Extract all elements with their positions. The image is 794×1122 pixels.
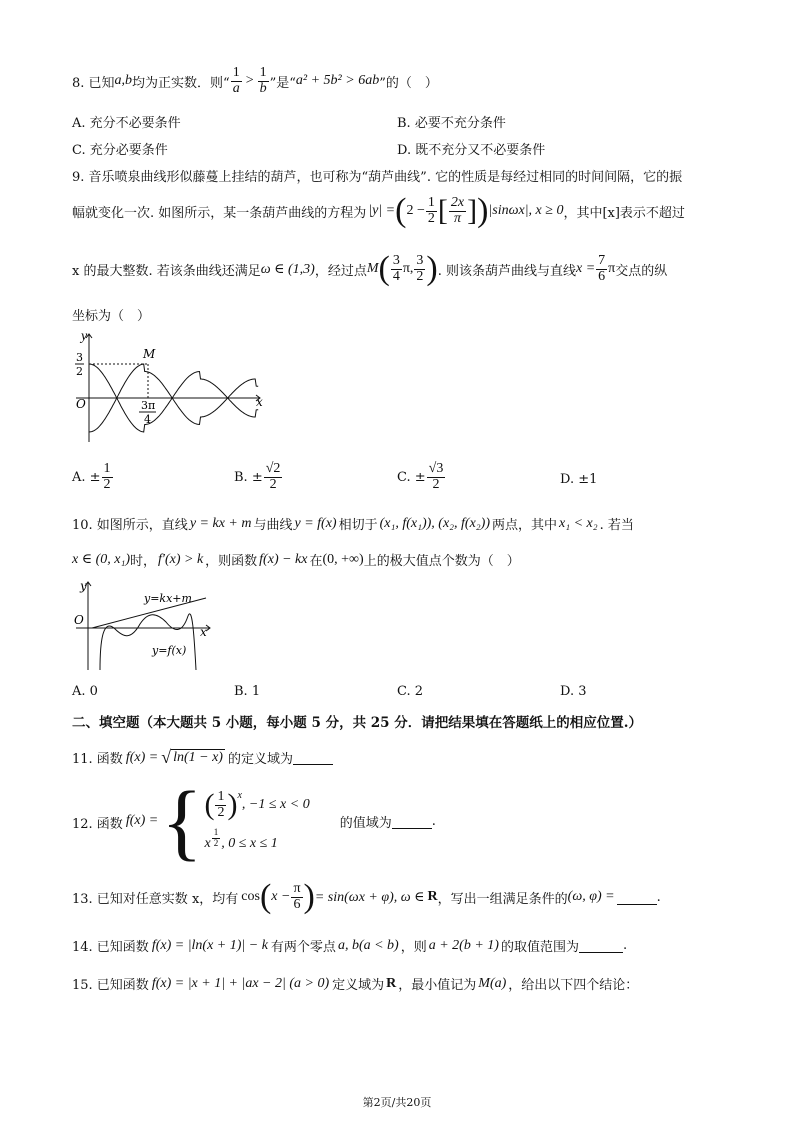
q10-option-a: A. 0 (72, 684, 98, 699)
q10-curve-eq: y = f(x) (294, 515, 337, 531)
q8-stem-pre: 8. 已知 (72, 75, 115, 91)
q9-x-label: x (256, 395, 263, 409)
q8-op: > (245, 73, 254, 89)
section2-title: 二、填空题（本大题共 5 小题，每小题 5 分，共 25 分．请把结果填在答题纸上的相应位置.） (72, 715, 642, 731)
q8-stem-end: ”的（ ） (379, 75, 438, 91)
q9-line2-post: ，其中[x]表示不超过 (563, 205, 685, 221)
q10-line1: 10. 如图所示，直线 y = kx + m 与曲线 y = f(x) 相切于 (x₁, f(x₁)), (x₂, f(x₂)) 两点，其中 x₁ < x₂ . 若当 (72, 515, 634, 533)
q11-answer-blank[interactable] (293, 750, 333, 765)
q13: 13. 已知对任意实数 x，均有 cos ( x − $\frac{\pi}{6}$ ) = sin(ωx + φ), ω ∈ R ，写出一组满足条件的 (ω, φ) = . (72, 878, 661, 915)
q10-line-eq: y = kx + m (189, 515, 252, 531)
q8-option-d: D. 既不充分又不必要条件 (397, 143, 546, 158)
q8-frac-left: $\frac{1}{a}$ (232, 65, 240, 96)
q9-tick-y-den: 2 (76, 365, 83, 378)
q14-func: f(x) = |ln(x + 1)| − k (151, 937, 268, 953)
q8-option-b: B. 必要不充分条件 (397, 116, 506, 131)
q10-points: (x₁, f(x₁)), (x₂, f(x₂)) (379, 515, 490, 531)
q9-tick-x-num: 3π (141, 399, 156, 412)
q14-answer-blank[interactable] (579, 938, 623, 953)
q8-cond2: a² + 5b² > 6ab (295, 73, 380, 89)
q9-point-paren-close: ) (426, 250, 438, 287)
q11-func: f(x) = (125, 749, 159, 765)
q12-brace: { (161, 773, 203, 869)
q9-eq-half: $\frac{1}{2}$ (427, 194, 435, 226)
q9-eq-sin: |sinωx|, x ≥ 0 (488, 203, 564, 218)
q12-func: f(x) = (125, 813, 159, 828)
q10-graph (70, 576, 220, 672)
q9-point-x-tail: π, (402, 261, 414, 276)
q15-m: M(a) (478, 975, 507, 991)
q9-m-label: M (143, 347, 156, 361)
q11-radicand: ln(1 − x) (173, 750, 223, 765)
q9-point-m: M (366, 261, 379, 276)
q14: 14. 已知函数 f(x) = |ln(x + 1)| − k 有两个零点 a, b(a < b) ，则 a + 2(b + 1) 的取值范围为 . (72, 937, 628, 955)
q9-line3-end: 交点的纵 (615, 263, 668, 279)
q10-option-c: C. 2 (397, 684, 424, 699)
q9-option-d: D. ±1 (560, 472, 598, 487)
q12-case1: ( $\frac{1}{2}$ ) $^x$ , −1 ≤ x < 0 (204, 788, 310, 821)
q9-origin: O (76, 397, 86, 411)
q9-option-a: A. ± $\frac{1}{2}$ (72, 461, 111, 492)
q12-answer-blank[interactable] (392, 814, 432, 829)
q9-y-label: y (81, 329, 88, 344)
q9-line3-mid2: . 则该条葫芦曲线与直线 (437, 263, 576, 279)
q12-case2: x $\frac{1}{2}$ , 0 ≤ x ≤ 1 (204, 827, 278, 852)
q8-vars: a,b (114, 73, 133, 89)
sqrt-icon: √ (161, 747, 172, 767)
q10-deriv: f′(x) > k (158, 551, 204, 567)
q9-line-x: x = (576, 261, 596, 276)
q10-x-label: x (200, 625, 207, 639)
q11: 11. 函数 f(x) = √ ln(1 − x) 的定义域为 (72, 747, 333, 768)
q12: 12. 函数 f(x) = { ( $\frac{1}{2}$ ) $^x$ , −1 ≤ x < 0 x $\frac{1}{2}$ , 0 ≤ x ≤ 1 的值域为 . (72, 773, 436, 869)
q9-point-x-frac: $\frac{3}{4}$ (392, 252, 400, 284)
q15-func: f(x) = |x + 1| + |ax − 2| (a > 0) (151, 975, 330, 991)
q10-curve-label: y=f(x) (152, 644, 187, 657)
q12-case1-cond: , −1 ≤ x < 0 (241, 797, 310, 812)
q10-interval: (0, +∞) (322, 551, 364, 567)
q9-line3-mid: ，经过点 (314, 263, 367, 279)
q14-expr: a + 2(b + 1) (428, 937, 499, 953)
q9-bracket-close: ] (467, 194, 478, 227)
q9-tick-x-den: 4 (144, 413, 151, 426)
page-footer: 第2页/共20页 (362, 1096, 432, 1109)
q8-frac-right: $\frac{1}{b}$ (259, 65, 267, 96)
q9-eq-two: 2 − (406, 203, 425, 218)
q9-tick-y-num: 3 (76, 351, 83, 364)
q9-eq-bracket-frac: $\frac{2x}{\pi}$ (450, 194, 465, 226)
q10-order: x₁ < x₂ (559, 515, 598, 531)
q9-graph (70, 328, 270, 450)
q9-line4: 坐标为（ ） (72, 309, 151, 324)
q13-pair: (ω, φ) = (567, 889, 615, 904)
q9-line2-pre: 幅就变化一次. 如图所示，某一条葫芦曲线的方程为 (72, 205, 367, 221)
q9-eq-y: |y| = (368, 203, 396, 218)
q10-y-label: y (80, 579, 87, 593)
q12-case2-cond: , 0 ≤ x ≤ 1 (221, 836, 278, 852)
q8-stem-mid: 均为正实数．则“ (132, 75, 230, 91)
q14-zeros: a, b(a < b) (337, 937, 399, 953)
q10-line-label: y=kx+m (144, 592, 192, 605)
q13-answer-blank[interactable] (617, 890, 657, 905)
q9-option-b: B. ± $\frac{√2}{2}$ (234, 461, 281, 492)
q10-option-b: B. 1 (234, 684, 261, 699)
q9-paren-close: ) (477, 192, 489, 229)
q10-line2: x ∈ (0, x₁) 时， f′(x) > k ，则函数 f(x) − kx 在 (0, +∞) 上的极大值点个数为（ ） (72, 551, 520, 569)
q15: 15. 已知函数 f(x) = |x + 1| + |ax − 2| (a > 0) 定义域为 R ，最小值记为 M(a) ，给出以下四个结论： (72, 975, 639, 993)
q10-cond: x ∈ (0, x₁) (72, 552, 130, 567)
q9-option-c: C. ± $\frac{√3}{2}$ (397, 461, 444, 492)
q13-rhs: = sin(ωx + φ), ω ∈ (314, 889, 425, 905)
q9-line2 (72, 194, 685, 228)
q9-point-y-frac: $\frac{3}{2}$ (416, 252, 424, 284)
q9-bracket-open: [ (437, 194, 448, 227)
q8-option-c: C. 充分必要条件 (72, 143, 168, 158)
q8-stem-mid2: ”是“ (269, 75, 296, 91)
q9-line-x-tail: π (608, 261, 616, 276)
q9-point-paren-open: ( (378, 250, 390, 287)
q12-cases (204, 790, 309, 852)
q9-paren-open: ( (395, 192, 407, 229)
q8-stem (72, 66, 438, 96)
q10-option-d: D. 3 (560, 684, 587, 699)
q10-func: f(x) − kx (259, 551, 308, 567)
q9-line3-pre: x 的最大整数. 若该条曲线还满足 (72, 263, 261, 279)
q9-line1: 9. 音乐喷泉曲线形似藤蔓上挂结的葫芦，也可称为“葫芦曲线”. 它的性质是每经过相同的时间间隔，它的振 (72, 170, 683, 185)
q9-line3 (72, 252, 667, 286)
q8-option-a: A. 充分不必要条件 (72, 116, 181, 131)
q10-origin: O (74, 613, 84, 627)
q9-omega: ω ∈ (1,3) (260, 261, 315, 277)
q9-line-x-frac: $\frac{7}{6}$ (598, 252, 606, 284)
